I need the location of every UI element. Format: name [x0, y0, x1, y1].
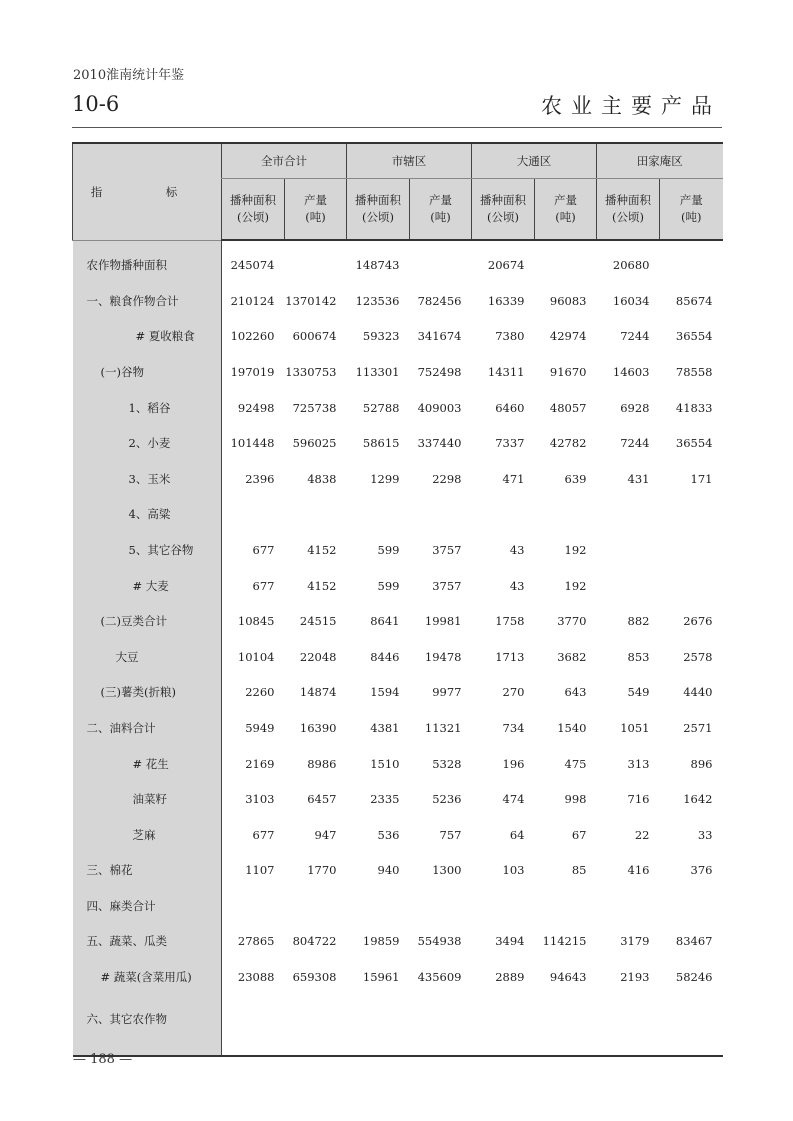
cell-output: [285, 995, 347, 1056]
sub-header-unit: (吨): [681, 210, 702, 224]
cell-sown-area: 1758: [495, 614, 525, 629]
cell-output: [410, 240, 472, 283]
cell-output: 22048: [299, 649, 337, 664]
sub-header-unit: (公顷): [487, 210, 519, 224]
sub-header-unit: (吨): [430, 210, 451, 224]
cell-output: 1770: [307, 863, 337, 878]
cell-sown-area: 677: [252, 542, 275, 557]
cell-sown-area: 734: [502, 720, 525, 735]
cell-output: 2578: [683, 649, 713, 664]
cell-sown-area: 16034: [612, 293, 650, 308]
cell-output: [660, 568, 723, 604]
cell-sown-area: 7244: [620, 329, 650, 344]
cell-sown-area: 6460: [495, 400, 525, 415]
cell-sown-area: 471: [502, 471, 525, 486]
sub-header-unit: (公顷): [237, 210, 269, 224]
cell-sown-area: [472, 995, 535, 1056]
cell-sown-area: [472, 497, 535, 533]
cell-output: 2571: [683, 720, 713, 735]
cell-sown-area: 101448: [230, 436, 275, 451]
cell-sown-area: 196: [502, 756, 525, 771]
sub-header-line: 播种面积: [605, 193, 651, 207]
row-label: 农作物播种面积: [73, 240, 222, 283]
row-label: 油菜籽: [73, 781, 222, 817]
row-label: # 花生: [73, 746, 222, 782]
cell-output: 36554: [675, 436, 713, 451]
sub-header-line: 产量: [554, 193, 577, 207]
sub-header-line: 播种面积: [230, 193, 276, 207]
cell-sown-area: 92498: [237, 400, 275, 415]
cell-sown-area: 1510: [370, 756, 400, 771]
cell-sown-area: [597, 497, 660, 533]
cell-output: 6457: [307, 792, 337, 807]
cell-output: 341674: [417, 329, 462, 344]
sub-header-unit: (公顷): [612, 210, 644, 224]
sub-header-line: 播种面积: [480, 193, 526, 207]
cell-output: 554938: [417, 934, 462, 949]
cell-sown-area: 2169: [245, 756, 275, 771]
cell-sown-area: 716: [627, 792, 650, 807]
sub-header-sown-area: [222, 179, 285, 241]
cell-output: [535, 240, 597, 283]
page-title: 农业主要产品: [541, 94, 721, 118]
cell-sown-area: 27865: [237, 934, 275, 949]
cell-sown-area: 8641: [370, 614, 400, 629]
cell-output: 1300: [432, 863, 462, 878]
cell-output: 192: [564, 578, 587, 593]
cell-output: 3757: [432, 578, 462, 593]
cell-output: 42782: [549, 436, 587, 451]
cell-sown-area: 536: [377, 827, 400, 842]
table-row: [73, 710, 723, 746]
table-row: [73, 675, 723, 711]
group-header-districts: 市辖区: [347, 143, 472, 179]
table-row: [73, 390, 723, 426]
cell-output: [660, 240, 723, 283]
table-row: [73, 817, 723, 853]
cell-sown-area: 882: [627, 614, 650, 629]
cell-output: 192: [564, 542, 587, 557]
running-head: 2010淮南统计年鉴: [73, 68, 185, 83]
cell-output: [410, 888, 472, 924]
cell-output: 409003: [417, 400, 462, 415]
cell-output: 3682: [557, 649, 587, 664]
cell-sown-area: 245074: [230, 258, 275, 272]
cell-sown-area: 1299: [370, 471, 400, 486]
cell-output: [285, 497, 347, 533]
cell-output: 4152: [307, 578, 337, 593]
cell-sown-area: [472, 888, 535, 924]
row-label: 二、油料合计: [73, 710, 222, 746]
table-row: [73, 995, 723, 1056]
row-label: 一、粮食作物合计: [73, 283, 222, 319]
table-row: [73, 959, 723, 995]
cell-output: [660, 497, 723, 533]
row-label: 3、玉米: [73, 461, 222, 497]
cell-output: 752498: [417, 364, 462, 379]
cell-sown-area: 677: [252, 578, 275, 593]
cell-output: [660, 995, 723, 1056]
table-row: [73, 746, 723, 782]
cell-output: 83467: [675, 934, 713, 949]
sub-header-output: [285, 179, 347, 241]
cell-output: 1330753: [285, 364, 337, 379]
cell-sown-area: 5949: [245, 720, 275, 735]
sub-header-unit: (吨): [305, 210, 326, 224]
cell-output: 36554: [675, 329, 713, 344]
cell-sown-area: 853: [627, 649, 650, 664]
row-label: 5、其它谷物: [73, 532, 222, 568]
sub-header-sown-area: [347, 179, 410, 241]
cell-sown-area: [597, 995, 660, 1056]
sub-header-unit: (吨): [555, 210, 576, 224]
sub-header-sown-area: [597, 179, 660, 241]
sub-header-unit: (公顷): [362, 210, 394, 224]
cell-sown-area: 22: [634, 827, 650, 842]
cell-sown-area: 19859: [362, 934, 400, 949]
cell-sown-area: 14603: [612, 364, 650, 379]
cell-output: 91670: [549, 364, 587, 379]
table-row: [73, 497, 723, 533]
cell-sown-area: 599: [377, 542, 400, 557]
cell-sown-area: 1051: [620, 720, 650, 735]
cell-output: 4838: [307, 471, 337, 486]
cell-sown-area: [597, 888, 660, 924]
cell-output: [285, 888, 347, 924]
cell-output: 600674: [292, 329, 337, 344]
cell-output: 85674: [675, 293, 713, 308]
sub-header-line: 播种面积: [355, 193, 401, 207]
cell-output: 596025: [292, 436, 337, 451]
table-row: [73, 924, 723, 960]
cell-output: 67: [571, 827, 587, 842]
cell-sown-area: 7380: [495, 329, 525, 344]
sub-header-output: [410, 179, 472, 241]
table-row: [73, 888, 723, 924]
row-label: # 大麦: [73, 568, 222, 604]
cell-output: [285, 240, 347, 283]
cell-sown-area: 4381: [370, 720, 400, 735]
cell-output: 4440: [683, 685, 713, 700]
cell-output: 804722: [292, 934, 337, 949]
table-row: [73, 425, 723, 461]
cell-sown-area: 599: [377, 578, 400, 593]
cell-sown-area: 1107: [245, 863, 275, 878]
cell-output: 9977: [432, 685, 462, 700]
cell-output: [535, 888, 597, 924]
cell-sown-area: 3179: [620, 934, 650, 949]
cell-output: [535, 497, 597, 533]
cell-output: 757: [439, 827, 462, 842]
table-row: [73, 354, 723, 390]
cell-output: 475: [564, 756, 587, 771]
cell-sown-area: 270: [502, 685, 525, 700]
indicator-header: 指 标: [73, 143, 222, 240]
cell-output: 1540: [557, 720, 587, 735]
cell-output: 8986: [307, 756, 337, 771]
row-label: 三、棉花: [73, 853, 222, 889]
cell-sown-area: 431: [627, 471, 650, 486]
cell-output: 19981: [424, 614, 462, 629]
cell-sown-area: 113301: [355, 364, 400, 379]
row-label: (一)谷物: [73, 354, 222, 390]
cell-output: 643: [564, 685, 587, 700]
group-header-datong: 大通区: [472, 143, 597, 179]
cell-sown-area: 16339: [487, 293, 525, 308]
cell-sown-area: 7244: [620, 436, 650, 451]
cell-sown-area: [347, 497, 410, 533]
row-label: 2、小麦: [73, 425, 222, 461]
cell-output: 19478: [424, 649, 462, 664]
cell-sown-area: [222, 995, 285, 1056]
cell-sown-area: 2260: [245, 685, 275, 700]
cell-sown-area: 43: [509, 542, 525, 557]
cell-output: 33: [697, 827, 713, 842]
cell-output: 1642: [683, 792, 713, 807]
cell-output: 782456: [417, 293, 462, 308]
cell-sown-area: 14311: [487, 364, 525, 379]
cell-sown-area: 43: [509, 578, 525, 593]
cell-sown-area: 64: [509, 827, 525, 842]
cell-sown-area: 52788: [362, 400, 400, 415]
cell-output: 376: [690, 863, 713, 878]
cell-output: [410, 497, 472, 533]
cell-output: 1370142: [285, 293, 337, 308]
cell-sown-area: 7337: [495, 436, 525, 451]
sub-header-line: 产量: [304, 193, 327, 207]
cell-sown-area: 1594: [370, 685, 400, 700]
table-row: [73, 461, 723, 497]
row-label: 四、麻类合计: [73, 888, 222, 924]
sub-header-output: [660, 179, 723, 241]
cell-sown-area: 2889: [495, 970, 525, 985]
cell-output: [410, 995, 472, 1056]
cell-sown-area: 549: [627, 685, 650, 700]
table-row: [73, 568, 723, 604]
cell-sown-area: [222, 888, 285, 924]
table-row: [73, 240, 723, 283]
cell-output: 639: [564, 471, 587, 486]
cell-sown-area: 103: [502, 863, 525, 878]
cell-sown-area: [347, 995, 410, 1056]
cell-sown-area: 474: [502, 792, 525, 807]
cell-sown-area: 102260: [230, 329, 275, 344]
sub-header-output: [535, 179, 597, 241]
row-label: # 蔬菜(含菜用瓜): [73, 959, 222, 995]
row-label: 4、高粱: [73, 497, 222, 533]
statistics-table: [72, 142, 723, 1057]
cell-sown-area: 2396: [245, 471, 275, 486]
cell-sown-area: 197019: [230, 364, 275, 379]
cell-sown-area: 10104: [237, 649, 275, 664]
cell-output: 3770: [557, 614, 587, 629]
row-label: 芝麻: [73, 817, 222, 853]
table-row: [73, 319, 723, 355]
table-row: [73, 781, 723, 817]
sub-header-line: 产量: [679, 193, 703, 207]
cell-sown-area: 2193: [620, 970, 650, 985]
cell-output: 337440: [417, 436, 462, 451]
sub-header-sown-area: [472, 179, 535, 241]
cell-output: 16390: [299, 720, 337, 735]
row-label: # 夏收粮食: [73, 319, 222, 355]
cell-output: 5328: [432, 756, 462, 771]
cell-sown-area: 8446: [370, 649, 400, 664]
cell-sown-area: 20674: [487, 258, 525, 272]
cell-sown-area: [597, 568, 660, 604]
cell-sown-area: [222, 497, 285, 533]
cell-sown-area: 148743: [355, 258, 400, 272]
page-number: — 188 —: [73, 1052, 133, 1067]
cell-sown-area: 20680: [612, 258, 650, 272]
cell-output: 94643: [549, 970, 587, 985]
cell-sown-area: 23088: [237, 970, 275, 985]
row-label: (二)豆类合计: [73, 603, 222, 639]
cell-output: 435609: [417, 970, 462, 985]
cell-sown-area: 10845: [237, 614, 275, 629]
cell-sown-area: 3103: [245, 792, 275, 807]
cell-output: 96083: [549, 293, 587, 308]
table-row: [73, 532, 723, 568]
group-header-city-total: 全市合计: [222, 143, 347, 179]
cell-output: 947: [314, 827, 337, 842]
cell-output: [660, 888, 723, 924]
cell-sown-area: 123536: [355, 293, 400, 308]
group-header-tianjiaan: 田家庵区: [597, 143, 723, 179]
cell-sown-area: 416: [627, 863, 650, 878]
cell-sown-area: [597, 532, 660, 568]
table-row: [73, 603, 723, 639]
cell-output: 11321: [424, 720, 462, 735]
cell-sown-area: 15961: [362, 970, 400, 985]
cell-output: 48057: [549, 400, 587, 415]
cell-output: 3757: [432, 542, 462, 557]
cell-output: 58246: [675, 970, 713, 985]
cell-sown-area: 6928: [620, 400, 650, 415]
row-label: (三)薯类(折粮): [73, 675, 222, 711]
sub-header-line: 产量: [429, 193, 452, 207]
cell-output: 42974: [549, 329, 587, 344]
cell-output: [535, 995, 597, 1056]
cell-sown-area: 210124: [230, 293, 275, 308]
table-row: [73, 639, 723, 675]
cell-sown-area: 1713: [495, 649, 525, 664]
cell-output: [660, 532, 723, 568]
cell-output: 998: [564, 792, 587, 807]
cell-output: 896: [690, 756, 713, 771]
row-label: 六、其它农作物: [73, 995, 222, 1056]
cell-sown-area: 313: [627, 756, 650, 771]
cell-output: 5236: [432, 792, 462, 807]
cell-sown-area: [347, 888, 410, 924]
cell-output: 24515: [299, 614, 337, 629]
cell-output: 114215: [542, 934, 587, 949]
cell-output: 78558: [675, 364, 713, 379]
cell-output: 2298: [432, 471, 462, 486]
table-number: 10-6: [72, 92, 120, 116]
cell-output: 725738: [292, 400, 337, 415]
cell-sown-area: 2335: [370, 792, 400, 807]
row-label: 五、蔬菜、瓜类: [73, 924, 222, 960]
table-row: [73, 853, 723, 889]
row-label: 大豆: [73, 639, 222, 675]
cell-output: 41833: [675, 400, 713, 415]
cell-sown-area: 677: [252, 827, 275, 842]
header-rule: [72, 127, 722, 128]
cell-sown-area: 3494: [495, 934, 525, 949]
cell-output: 171: [690, 471, 713, 486]
cell-sown-area: 59323: [362, 329, 400, 344]
cell-sown-area: 940: [377, 863, 400, 878]
table-row: [73, 283, 723, 319]
row-label: 1、稻谷: [73, 390, 222, 426]
cell-output: 14874: [299, 685, 337, 700]
cell-output: 2676: [683, 614, 713, 629]
cell-output: 4152: [307, 542, 337, 557]
cell-output: 85: [571, 863, 587, 878]
cell-sown-area: 58615: [362, 436, 400, 451]
cell-output: 659308: [292, 970, 337, 985]
